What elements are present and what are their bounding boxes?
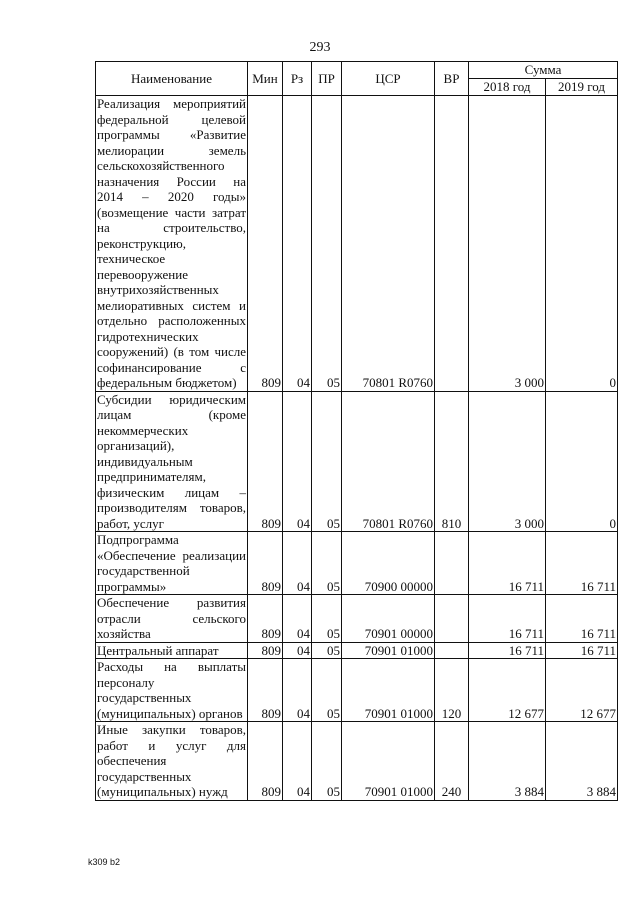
row-2019: 12 677 — [546, 659, 618, 722]
row-rz: 04 — [283, 722, 312, 801]
row-rz: 04 — [283, 96, 312, 392]
header-2018: 2018 год — [469, 79, 546, 96]
table-row — [96, 659, 618, 722]
row-2018: 16 711 — [469, 532, 546, 595]
row-2019: 0 — [546, 391, 618, 532]
row-name: Иные закупки товаров, работ и услуг для обеспечения государственных (муниципальных) нужд — [97, 722, 246, 799]
row-csr: 70901 01000 — [342, 722, 435, 801]
row-name: Реализация мероприятий федеральной целевой программы «Развитие мелиорации земель сельскохозяйственного назначения России на 2014 – 2020 годы» (возмещение части затрат на строительство, реконструкцию, техническое перевооружение внутрихозяйственных мелиоративных систем и отдельно расположенных гидротехнических сооружений) (в том числе софинансирование с федеральным бюджетом) — [97, 96, 246, 390]
row-min: 809 — [248, 96, 283, 392]
row-min: 809 — [248, 722, 283, 801]
row-pr: 05 — [312, 642, 342, 659]
row-name: Расходы на выплаты персоналу государственных (муниципальных) органов — [97, 659, 246, 721]
table-row — [96, 595, 618, 643]
table-row — [96, 391, 618, 532]
row-vr: 240 — [435, 722, 469, 801]
row-2018: 3 000 — [469, 96, 546, 392]
row-2019: 16 711 — [546, 595, 618, 643]
row-2019: 0 — [546, 96, 618, 392]
row-vr: 120 — [435, 659, 469, 722]
row-csr: 70801 R0760 — [342, 96, 435, 392]
header-csr: ЦСР — [342, 62, 435, 96]
row-2018: 16 711 — [469, 595, 546, 643]
row-vr — [435, 96, 469, 392]
row-2018: 16 711 — [469, 642, 546, 659]
row-name: Субсидии юридическим лицам (кроме некоммерческих организаций), индивидуальным предпринимателям, физическим лицам – производителям товаров, работ, услуг — [97, 391, 246, 531]
row-2019: 16 711 — [546, 532, 618, 595]
row-pr: 05 — [312, 391, 342, 532]
row-min: 809 — [248, 659, 283, 722]
row-2019: 16 711 — [546, 642, 618, 659]
header-pr: ПР — [312, 62, 342, 96]
row-pr: 05 — [312, 532, 342, 595]
row-csr: 70900 00000 — [342, 532, 435, 595]
row-csr: 70901 01000 — [342, 642, 435, 659]
row-pr: 05 — [312, 96, 342, 392]
header-2019: 2019 год — [546, 79, 618, 96]
row-csr: 70801 R0760 — [342, 391, 435, 532]
row-pr: 05 — [312, 595, 342, 643]
document-code: k309 b2 — [88, 857, 121, 867]
row-name: Центральный аппарат — [96, 642, 248, 659]
row-2018: 3 000 — [469, 391, 546, 532]
row-rz: 04 — [283, 595, 312, 643]
row-pr: 05 — [312, 659, 342, 722]
row-min: 809 — [248, 391, 283, 532]
row-vr — [435, 595, 469, 643]
header-sum: Сумма — [469, 62, 618, 79]
row-vr: 810 — [435, 391, 469, 532]
row-pr: 05 — [312, 722, 342, 801]
row-rz: 04 — [283, 391, 312, 532]
row-min: 809 — [248, 532, 283, 595]
header-name: Наименование — [96, 62, 248, 96]
row-rz: 04 — [283, 659, 312, 722]
header-min: Мин — [248, 62, 283, 96]
row-vr — [435, 642, 469, 659]
row-2018: 3 884 — [469, 722, 546, 801]
row-name: Подпрограмма «Обеспечение реализации государственной программы» — [97, 532, 246, 594]
row-vr — [435, 532, 469, 595]
row-name: Обеспечение развития отрасли сельского хозяйства — [97, 595, 246, 641]
row-2019: 3 884 — [546, 722, 618, 801]
table-row — [96, 96, 618, 392]
row-rz: 04 — [283, 532, 312, 595]
row-2018: 12 677 — [469, 659, 546, 722]
table-row — [96, 722, 618, 801]
row-rz: 04 — [283, 642, 312, 659]
budget-table — [95, 61, 618, 801]
row-csr: 70901 01000 — [342, 659, 435, 722]
row-csr: 70901 00000 — [342, 595, 435, 643]
table-row — [96, 642, 618, 659]
header-vr: ВР — [435, 62, 469, 96]
header-rz: Рз — [283, 62, 312, 96]
page-number: 293 — [309, 40, 331, 55]
row-min: 809 — [248, 595, 283, 643]
table-row — [96, 532, 618, 595]
row-min: 809 — [248, 642, 283, 659]
